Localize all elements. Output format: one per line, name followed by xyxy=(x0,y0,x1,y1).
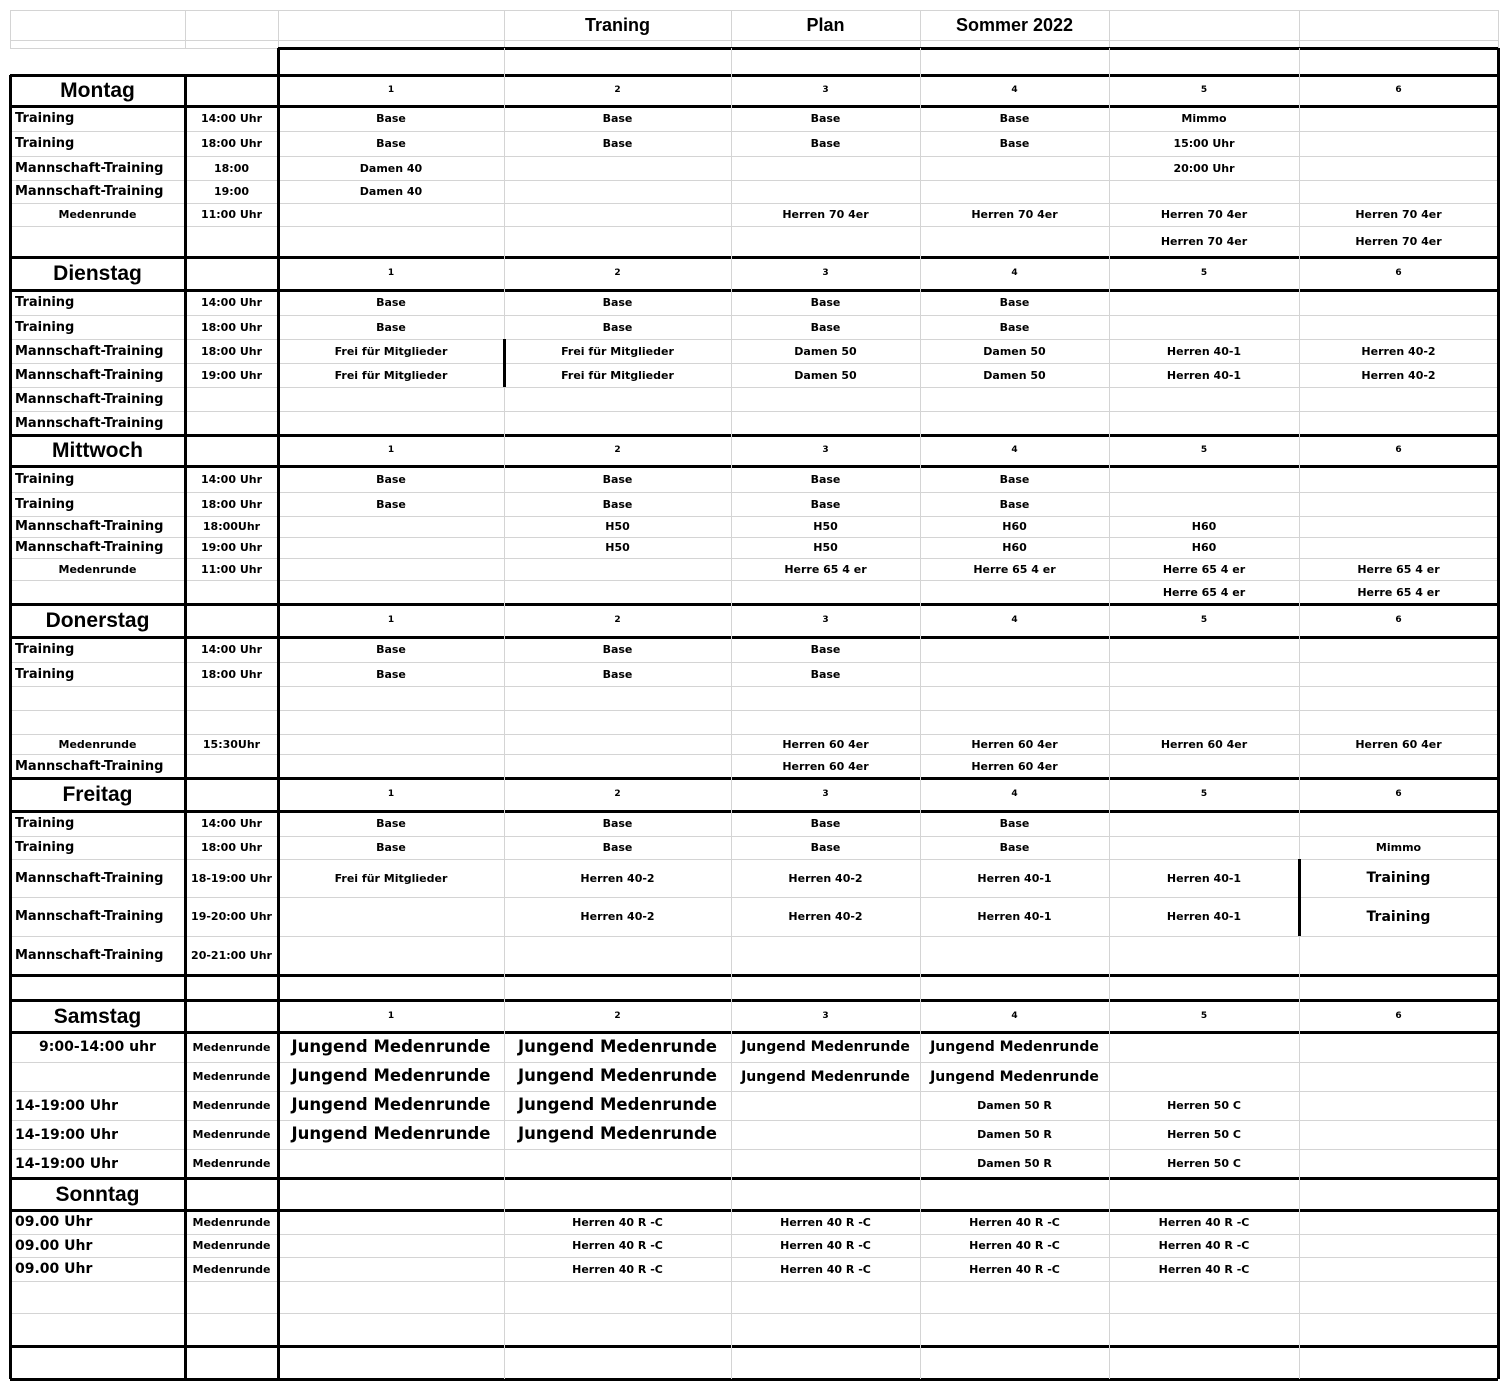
table-cell: Damen 50 R xyxy=(977,1128,1052,1141)
time-cell: 11:00 Uhr xyxy=(200,208,263,221)
row-label: Mannschaft-Training xyxy=(15,909,164,924)
grid-line xyxy=(278,47,1498,50)
table-cell: Base xyxy=(376,643,406,656)
table-cell: 15:00 Uhr xyxy=(1173,137,1235,150)
court-number: 4 xyxy=(1011,85,1018,95)
table-cell: Jungend Medenrunde xyxy=(291,1124,491,1144)
table-cell: Herren 40 R -C xyxy=(780,1239,871,1252)
table-cell: Herren 40-2 xyxy=(1361,344,1436,358)
row-label: Mannschaft-Training xyxy=(15,870,164,886)
court-number: 4 xyxy=(1011,268,1018,278)
header-title-4: Plan xyxy=(806,15,845,35)
table-cell: Base xyxy=(999,817,1030,830)
court-number: 1 xyxy=(387,1010,395,1021)
table-cell: Herren 40 R -C xyxy=(1158,1215,1250,1229)
table-cell: Herre 65 4 er xyxy=(1357,562,1440,576)
court-number: 5 xyxy=(1200,445,1208,455)
time-cell: 14:00 Uhr xyxy=(200,112,263,125)
table-cell: Training xyxy=(1366,908,1431,925)
table-cell: Herren 40-1 xyxy=(1166,344,1242,358)
court-number: 3 xyxy=(822,615,829,625)
time-cell: 19:00 xyxy=(213,185,249,198)
row-label: Training xyxy=(15,840,75,855)
court-number: 6 xyxy=(1395,1010,1402,1021)
court-number: 4 xyxy=(1011,445,1018,455)
table-cell: Herren 40-2 xyxy=(788,871,863,885)
table-cell: Base xyxy=(999,320,1030,334)
grid-line xyxy=(278,10,279,48)
court-number: 4 xyxy=(1011,789,1018,799)
day-label: Freitag xyxy=(62,783,133,806)
time-cell: Medenrunde xyxy=(192,1157,271,1170)
header-title-5: Sommer 2022 xyxy=(955,15,1074,35)
table-cell: H60 xyxy=(1002,520,1027,533)
grid-line xyxy=(185,10,186,48)
row-label: 14-19:00 Uhr xyxy=(15,1097,118,1114)
time-cell: Medenrunde xyxy=(192,1262,271,1276)
row-label: Mannschaft-Training xyxy=(15,519,164,534)
row-label: Training xyxy=(15,496,75,512)
table-cell: Base xyxy=(602,472,633,486)
row-label: Training xyxy=(15,642,75,657)
table-cell: Base xyxy=(602,667,633,681)
table-cell: Herren 60 4er xyxy=(971,737,1058,751)
table-cell: Base xyxy=(810,841,841,854)
grid-line xyxy=(10,411,1498,412)
time-cell: 18:00 Uhr xyxy=(200,320,263,334)
table-cell: Herren 40-1 xyxy=(1166,910,1242,923)
row-label: Training xyxy=(15,319,75,335)
table-cell: Base xyxy=(602,112,633,125)
table-cell: Base xyxy=(999,472,1030,486)
time-cell: Medenrunde xyxy=(192,1215,271,1229)
table-cell: Base xyxy=(999,137,1030,150)
row-label: Training xyxy=(15,111,75,126)
table-cell: Damen 50 xyxy=(983,368,1046,382)
time-cell: 18-19:00 Uhr xyxy=(191,871,272,885)
court-number: 1 xyxy=(387,445,395,455)
table-cell: Jungend Medenrunde xyxy=(518,1066,717,1086)
header-title-3: Traning xyxy=(584,15,650,35)
table-cell: Jungend Medenrunde xyxy=(930,1039,1099,1055)
table-cell: Herren 40-2 xyxy=(788,910,863,923)
table-cell: Jungend Medenrunde xyxy=(291,1036,491,1056)
table-cell: Herren 70 4er xyxy=(1160,208,1248,221)
day-label: Donerstag xyxy=(45,609,150,632)
table-cell: Herren 40 R -C xyxy=(572,1239,663,1252)
table-cell: Base xyxy=(602,296,633,309)
row-label: Mannschaft-Training xyxy=(15,343,164,359)
court-number: 5 xyxy=(1200,615,1208,625)
table-cell: Damen 50 xyxy=(794,368,857,382)
table-cell: 20:00 Uhr xyxy=(1173,161,1235,175)
table-cell: H50 xyxy=(605,541,630,554)
time-cell: 15:30Uhr xyxy=(202,737,261,751)
table-cell: Jungend Medenrunde xyxy=(291,1066,491,1086)
row-label: Training xyxy=(15,295,75,310)
table-cell: Base xyxy=(602,320,633,334)
time-cell: Medenrunde xyxy=(192,1239,271,1252)
court-number: 6 xyxy=(1395,85,1402,95)
court-number: 3 xyxy=(822,85,829,95)
table-cell: Base xyxy=(810,137,841,150)
table-cell: Base xyxy=(376,137,406,150)
table-cell: Training xyxy=(1366,870,1431,886)
table-cell: Herren 60 4er xyxy=(782,737,869,751)
grid-line xyxy=(1109,10,1110,48)
table-cell: Base xyxy=(602,643,633,656)
row-label: Mannschaft-Training xyxy=(15,184,164,199)
table-cell: Base xyxy=(376,320,406,334)
row-label: Training xyxy=(15,471,75,487)
table-cell: Herre 65 4 er xyxy=(1162,562,1246,576)
table-cell: H50 xyxy=(813,520,838,533)
table-cell: Herren 40 R -C xyxy=(572,1262,663,1276)
table-cell: Jungend Medenrunde xyxy=(930,1068,1099,1085)
table-cell: H60 xyxy=(1191,520,1217,533)
table-cell: H60 xyxy=(1002,541,1027,554)
day-label: Dienstag xyxy=(53,262,142,285)
table-cell: Herren 40-2 xyxy=(580,871,655,885)
table-cell: Base xyxy=(602,497,633,511)
grid-line xyxy=(10,1378,1498,1381)
schedule-table xyxy=(8,10,1498,1380)
table-cell: Base xyxy=(376,817,406,830)
table-cell: Base xyxy=(999,112,1030,125)
court-number: 1 xyxy=(387,789,395,799)
table-cell: Herren 40 R -C xyxy=(780,1262,871,1276)
court-number: 1 xyxy=(387,615,395,625)
row-label: Training xyxy=(15,666,75,682)
grid-line xyxy=(10,686,1498,687)
table-cell: H50 xyxy=(813,541,838,554)
table-cell: Base xyxy=(810,472,841,486)
grid-line xyxy=(731,48,732,1379)
court-number: 2 xyxy=(614,789,621,799)
time-cell: Medenrunde xyxy=(192,1040,271,1054)
row-label: Training xyxy=(15,136,75,151)
row-label: Mannschaft-Training xyxy=(15,948,164,963)
time-cell: Medenrunde xyxy=(192,1099,271,1112)
court-number: 1 xyxy=(387,268,395,278)
table-cell: Frei für Mitglieder xyxy=(334,871,448,885)
table-cell: Herren 60 4er xyxy=(971,759,1058,773)
table-cell: Base xyxy=(376,497,406,511)
table-cell: Damen 50 xyxy=(983,344,1046,358)
court-number: 5 xyxy=(1200,268,1208,278)
grid-line xyxy=(1299,10,1300,48)
table-cell: Herren 40 R -C xyxy=(1158,1262,1250,1276)
grid-line xyxy=(10,1281,1498,1282)
table-cell: Base xyxy=(810,643,841,656)
row-label: 09.00 Uhr xyxy=(15,1214,93,1230)
table-cell: Damen 40 xyxy=(359,161,423,175)
table-cell: H50 xyxy=(605,520,630,533)
court-number: 2 xyxy=(614,268,621,278)
court-number: 5 xyxy=(1200,85,1208,95)
table-cell: Base xyxy=(810,112,841,125)
table-cell: Base xyxy=(999,841,1030,854)
table-cell: Herren 60 4er xyxy=(782,759,869,773)
table-cell: Mimmo xyxy=(1181,112,1227,125)
table-cell: Herre 65 4 er xyxy=(1357,585,1440,599)
row-label: 09.00 Uhr xyxy=(15,1261,93,1277)
row-label: Training xyxy=(15,816,75,831)
time-cell: 18:00Uhr xyxy=(202,520,261,533)
court-number: 3 xyxy=(822,445,829,455)
time-cell: 14:00 Uhr xyxy=(200,296,263,309)
court-number: 3 xyxy=(822,789,829,799)
table-cell: Base xyxy=(376,841,406,854)
time-cell: 18:00 Uhr xyxy=(200,344,263,358)
court-number: 4 xyxy=(1011,1010,1018,1021)
table-cell: Herren 50 C xyxy=(1167,1099,1241,1112)
table-cell: H60 xyxy=(1191,541,1217,554)
table-cell: Frei für Mitglieder xyxy=(334,368,448,382)
table-cell: Jungend Medenrunde xyxy=(518,1036,717,1056)
court-number: 2 xyxy=(614,445,621,455)
court-number: 3 xyxy=(822,1010,829,1021)
row-label: Medenrunde xyxy=(58,208,137,221)
table-cell: Herren 40-2 xyxy=(1361,368,1436,382)
table-cell: Herren 40-2 xyxy=(580,910,655,923)
table-cell: Herren 40-1 xyxy=(977,871,1052,885)
time-cell: Medenrunde xyxy=(192,1128,271,1141)
row-label: Mannschaft-Training xyxy=(15,367,164,383)
table-cell: Herren 40 R -C xyxy=(1158,1239,1250,1252)
grid-line xyxy=(920,48,921,1379)
table-cell: Damen 50 R xyxy=(977,1099,1052,1112)
time-cell: Medenrunde xyxy=(192,1070,271,1083)
row-label: Mannschaft-Training xyxy=(15,160,164,176)
table-cell: Herren 40-1 xyxy=(1166,368,1242,382)
time-cell: 18:00 Uhr xyxy=(200,841,263,854)
time-cell: 19:00 Uhr xyxy=(200,368,263,382)
table-cell: Base xyxy=(810,320,841,334)
court-number: 6 xyxy=(1395,268,1402,278)
table-cell: Herre 65 4 er xyxy=(1162,585,1246,599)
day-label: Mittwoch xyxy=(52,439,143,462)
table-cell: Jungend Medenrunde xyxy=(291,1095,491,1115)
time-cell: 14:00 Uhr xyxy=(200,472,263,486)
table-cell: Herren 70 4er xyxy=(1355,235,1442,248)
table-cell: Herren 50 C xyxy=(1167,1157,1241,1170)
time-cell: 20-21:00 Uhr xyxy=(191,949,272,962)
time-cell: 18:00 Uhr xyxy=(200,137,263,150)
table-cell: Frei für Mitglieder xyxy=(561,368,674,382)
table-cell: Base xyxy=(810,817,841,830)
table-cell: Herre 65 4 er xyxy=(973,562,1056,576)
day-label: Samstag xyxy=(53,1004,142,1028)
table-cell: Damen 50 R xyxy=(977,1157,1052,1170)
table-cell: Base xyxy=(376,112,406,125)
table-cell: Base xyxy=(810,497,841,511)
time-cell: 18:00 Uhr xyxy=(200,667,263,681)
table-cell: Herren 70 4er xyxy=(971,208,1058,221)
court-number: 3 xyxy=(822,268,829,278)
table-cell: Damen 50 xyxy=(794,344,857,358)
table-cell: Herren 40 R -C xyxy=(780,1215,871,1229)
time-cell: 19-20:00 Uhr xyxy=(191,910,272,923)
grid-line xyxy=(10,1345,1498,1348)
table-cell: Base xyxy=(376,296,406,309)
grid-line xyxy=(277,48,280,1379)
table-cell: Herren 40-1 xyxy=(977,910,1052,923)
grid-line xyxy=(10,40,1498,41)
row-label: Mannschaft-Training xyxy=(15,758,164,774)
court-number: 4 xyxy=(1011,615,1018,625)
row-label: 09.00 Uhr xyxy=(15,1237,93,1254)
row-label: Mannschaft-Training xyxy=(15,391,164,407)
table-cell: Herren 40-1 xyxy=(1166,871,1242,885)
table-cell: Jungend Medenrunde xyxy=(741,1039,910,1055)
row-label: Mannschaft-Training xyxy=(15,540,164,555)
table-cell: Base xyxy=(810,296,841,309)
grid-line xyxy=(10,387,1498,388)
table-cell: Frei für Mitglieder xyxy=(334,344,448,358)
table-cell: Herren 70 4er xyxy=(782,208,869,221)
row-label: 14-19:00 Uhr xyxy=(15,1126,118,1143)
table-cell: Jungend Medenrunde xyxy=(741,1068,910,1085)
table-cell: Base xyxy=(810,667,841,681)
table-cell: Herren 40 R -C xyxy=(969,1262,1060,1276)
table-cell: Base xyxy=(602,841,633,854)
table-cell: Base xyxy=(602,817,633,830)
table-cell: Jungend Medenrunde xyxy=(518,1124,717,1144)
table-cell: Herren 40 R -C xyxy=(969,1215,1060,1229)
table-cell: Herren 50 C xyxy=(1167,1128,1241,1141)
table-cell: Base xyxy=(376,472,406,486)
court-number: 2 xyxy=(614,85,621,95)
grid-line xyxy=(1498,10,1499,48)
court-number: 2 xyxy=(614,1010,621,1021)
table-cell: Herren 70 4er xyxy=(1355,208,1442,221)
table-cell: Damen 40 xyxy=(359,185,423,198)
court-number: 6 xyxy=(1395,615,1402,625)
time-cell: 14:00 Uhr xyxy=(200,643,263,656)
table-cell: Jungend Medenrunde xyxy=(518,1095,717,1115)
table-cell: Frei für Mitglieder xyxy=(561,344,674,358)
time-cell: 18:00 xyxy=(213,161,249,175)
court-number: 1 xyxy=(387,85,395,95)
time-cell: 11:00 Uhr xyxy=(200,562,263,576)
day-label: Montag xyxy=(60,79,135,102)
grid-line xyxy=(10,10,11,48)
grid-line xyxy=(504,48,505,1379)
grid-line xyxy=(10,1313,1498,1314)
row-label: Medenrunde xyxy=(58,562,137,576)
row-label: 14-19:00 Uhr xyxy=(15,1155,118,1172)
court-number: 5 xyxy=(1200,789,1208,799)
time-cell: 14:00 Uhr xyxy=(200,817,263,830)
grid-line xyxy=(10,710,1498,711)
table-cell: Base xyxy=(999,296,1030,309)
row-label: 9:00-14:00 uhr xyxy=(39,1039,156,1055)
time-cell: 18:00 Uhr xyxy=(200,497,263,511)
table-cell: Herren 40 R -C xyxy=(969,1239,1060,1252)
table-cell: Mimmo xyxy=(1375,841,1422,854)
court-number: 6 xyxy=(1395,789,1402,799)
time-cell: 19:00 Uhr xyxy=(200,541,263,554)
table-cell: Herre 65 4 er xyxy=(784,562,867,576)
row-label: Medenrunde xyxy=(58,737,137,751)
day-label: Sonntag xyxy=(55,1182,140,1206)
table-cell: Base xyxy=(376,667,406,681)
court-number: 5 xyxy=(1200,1010,1208,1021)
row-label: Mannschaft-Training xyxy=(15,415,164,431)
table-cell: Herren 60 4er xyxy=(1355,737,1442,751)
court-number: 6 xyxy=(1395,445,1402,455)
table-cell: Herren 40 R -C xyxy=(572,1215,663,1229)
table-cell: Herren 60 4er xyxy=(1160,737,1248,751)
table-cell: Base xyxy=(602,137,633,150)
court-number: 2 xyxy=(614,615,621,625)
table-cell: Base xyxy=(999,497,1030,511)
table-cell: Herren 70 4er xyxy=(1160,235,1248,248)
